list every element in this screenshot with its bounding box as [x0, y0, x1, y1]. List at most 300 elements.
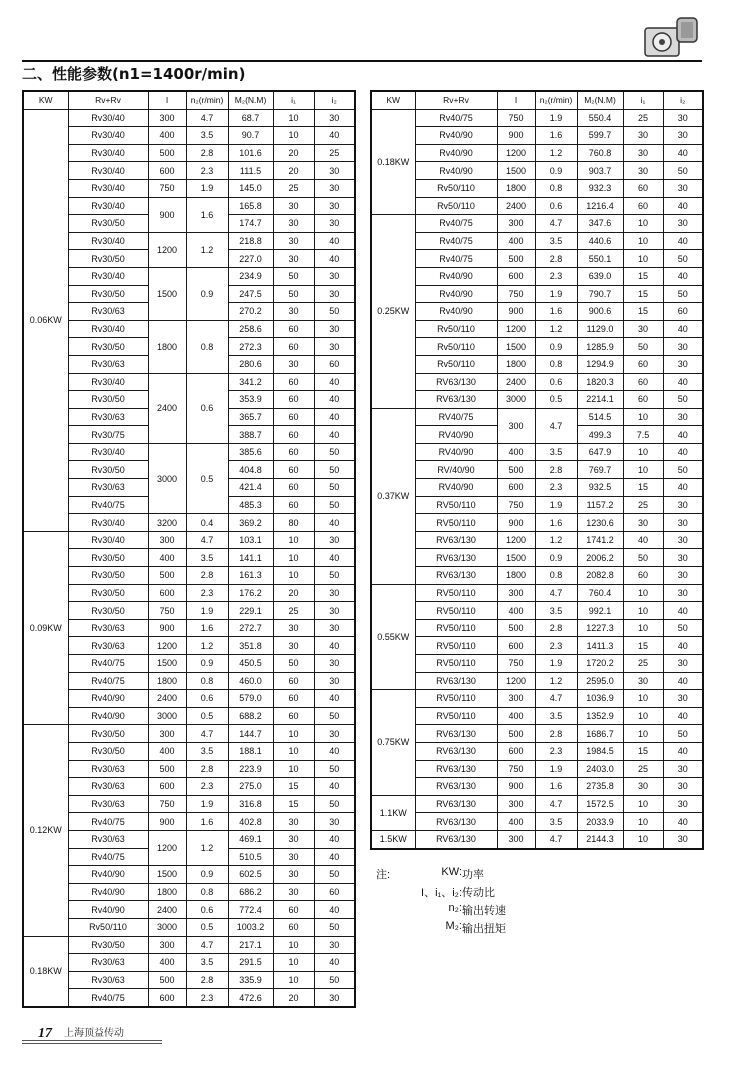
table-cell: Rv30/40	[68, 127, 148, 145]
table-cell: 30	[273, 637, 314, 655]
table-cell: 1741.2	[577, 531, 623, 549]
table-cell: 600	[148, 989, 186, 1007]
table-cell: 60	[273, 338, 314, 356]
table-cell: 30	[663, 760, 703, 778]
table-cell: Rv40/90	[68, 866, 148, 884]
table-cell: RV50/110	[415, 619, 497, 637]
table-cell: 2.8	[535, 619, 577, 637]
table-cell: 15	[623, 742, 663, 760]
table-cell: 50	[663, 162, 703, 180]
table-row	[23, 672, 355, 690]
table-header-row	[23, 91, 355, 109]
table-cell: Rv50/110	[415, 179, 497, 197]
table-row	[371, 549, 703, 567]
table-cell: 1200	[148, 232, 186, 267]
table-cell: 500	[148, 760, 186, 778]
table-cell: 599.7	[577, 127, 623, 145]
table-cell: 20	[273, 989, 314, 1007]
table-cell: 30	[663, 567, 703, 585]
table-cell: 60	[623, 179, 663, 197]
table-cell: Rv40/90	[415, 144, 497, 162]
table-cell: 2595.0	[577, 672, 623, 690]
table-cell: Rv30/50	[68, 584, 148, 602]
table-row	[371, 531, 703, 549]
table-cell: 1129.0	[577, 320, 623, 338]
table-cell: 1216.4	[577, 197, 623, 215]
table-cell: 30	[273, 197, 314, 215]
column-header: KW	[371, 91, 415, 109]
table-cell: 1.2	[535, 672, 577, 690]
heading-rule	[22, 60, 702, 62]
table-cell: 15	[273, 795, 314, 813]
table-row	[23, 918, 355, 936]
table-cell: 50	[314, 567, 355, 585]
table-cell: Rv30/40	[68, 514, 148, 532]
table-cell: 300	[497, 408, 535, 443]
table-cell: 40	[663, 144, 703, 162]
table-cell: 4.7	[186, 725, 228, 743]
table-row	[23, 320, 355, 338]
table-cell: 10	[623, 232, 663, 250]
table-cell: Rv30/40	[68, 232, 148, 250]
table-cell: 402.8	[228, 813, 273, 831]
column-header: I	[497, 91, 535, 109]
table-cell: 2033.9	[577, 813, 623, 831]
table-cell: Rv30/40	[68, 144, 148, 162]
table-cell: 40	[314, 830, 355, 848]
table-cell: Rv40/90	[68, 883, 148, 901]
table-cell: 50	[314, 971, 355, 989]
table-cell: RV63/130	[415, 795, 497, 813]
table-cell: 40	[623, 531, 663, 549]
table-cell: RV63/130	[415, 391, 497, 409]
table-row	[23, 707, 355, 725]
table-cell: 790.7	[577, 285, 623, 303]
table-cell: 10	[623, 602, 663, 620]
table-cell: 472.6	[228, 989, 273, 1007]
table-cell: 20	[273, 584, 314, 602]
column-header: KW	[23, 91, 68, 109]
table-cell: 20	[273, 144, 314, 162]
column-header: n₂(r/min)	[535, 91, 577, 109]
table-cell: 1984.5	[577, 742, 623, 760]
table-cell: Rv30/63	[68, 408, 148, 426]
table-row	[23, 813, 355, 831]
table-cell: 1800	[497, 179, 535, 197]
table-cell: Rv30/40	[68, 109, 148, 127]
table-cell: 30	[314, 338, 355, 356]
table-cell: 4.7	[535, 408, 577, 443]
table-cell: 40	[663, 373, 703, 391]
table-cell: 600	[148, 584, 186, 602]
table-cell: Rv40/75	[415, 232, 497, 250]
table-cell: 15	[623, 267, 663, 285]
table-cell: 2006.2	[577, 549, 623, 567]
table-cell: 600	[497, 479, 535, 497]
table-cell: 25	[623, 655, 663, 673]
table-cell: RV50/110	[415, 496, 497, 514]
table-cell: 2400	[497, 197, 535, 215]
table-row	[371, 584, 703, 602]
table-cell: 40	[314, 127, 355, 145]
table-cell: 900	[148, 197, 186, 232]
table-row	[23, 531, 355, 549]
table-cell: 1572.5	[577, 795, 623, 813]
table-row	[23, 971, 355, 989]
table-row	[371, 760, 703, 778]
table-cell: 900.6	[577, 303, 623, 321]
kw-cell: 1.1KW	[371, 795, 415, 830]
table-cell: 40	[314, 373, 355, 391]
table-cell: RV63/130	[415, 778, 497, 796]
table-cell: 1.9	[186, 795, 228, 813]
table-cell: 229.1	[228, 602, 273, 620]
footer-rule	[22, 1043, 162, 1044]
table-cell: 2.3	[186, 584, 228, 602]
table-cell: 3.5	[186, 742, 228, 760]
table-cell: 300	[497, 215, 535, 233]
table-cell: Rv40/75	[68, 496, 148, 514]
table-cell: 2403.0	[577, 760, 623, 778]
table-row	[371, 778, 703, 796]
note-symbol: M₂:	[445, 920, 462, 932]
table-cell: 1294.9	[577, 355, 623, 373]
table-cell: 2.8	[535, 725, 577, 743]
table-row	[371, 496, 703, 514]
table-row	[371, 619, 703, 637]
table-row	[371, 373, 703, 391]
table-cell: 2.8	[186, 144, 228, 162]
table-cell: 25	[273, 179, 314, 197]
table-cell: RV63/130	[415, 813, 497, 831]
table-cell: 275.0	[228, 778, 273, 796]
table-cell: 750	[497, 760, 535, 778]
table-cell: 0.9	[186, 655, 228, 673]
table-cell: RV40/90	[415, 426, 497, 444]
table-cell: 400	[497, 813, 535, 831]
table-row	[23, 619, 355, 637]
table-row	[371, 197, 703, 215]
table-cell: 60	[663, 303, 703, 321]
table-cell: 40	[663, 267, 703, 285]
table-cell: 25	[314, 144, 355, 162]
kw-cell: 1.5KW	[371, 830, 415, 848]
table-cell: 30	[273, 883, 314, 901]
table-cell: 579.0	[228, 690, 273, 708]
table-cell: 30	[314, 531, 355, 549]
table-row	[371, 320, 703, 338]
table-row	[371, 479, 703, 497]
table-cell: 40	[314, 426, 355, 444]
table-cell: Rv30/50	[68, 725, 148, 743]
table-cell: 103.1	[228, 531, 273, 549]
table-cell: 1157.2	[577, 496, 623, 514]
table-cell: 4.7	[186, 531, 228, 549]
table-cell: 40	[314, 549, 355, 567]
table-cell: 900	[148, 619, 186, 637]
table-cell: 688.2	[228, 707, 273, 725]
table-cell: 1352.9	[577, 707, 623, 725]
table-cell: 2400	[497, 373, 535, 391]
kw-cell: 0.09KW	[23, 531, 68, 725]
table-cell: 60	[273, 707, 314, 725]
table-cell: 600	[148, 162, 186, 180]
table-cell: 60	[273, 391, 314, 409]
table-cell: Rv40/75	[415, 215, 497, 233]
column-header: Rv+Rv	[415, 91, 497, 109]
table-cell: 40	[663, 320, 703, 338]
table-cell: 2.3	[186, 778, 228, 796]
note-symbol: I、i₁、i₂:	[421, 887, 462, 899]
table-row	[23, 443, 355, 461]
table-cell: 50	[314, 760, 355, 778]
table-cell: 234.9	[228, 267, 273, 285]
kw-cell: 0.75KW	[371, 690, 415, 796]
table-cell: 25	[273, 602, 314, 620]
table-cell: 3000	[148, 918, 186, 936]
table-cell: Rv40/90	[68, 901, 148, 919]
table-cell: 3000	[148, 707, 186, 725]
table-cell: 3200	[148, 514, 186, 532]
table-cell: 40	[314, 250, 355, 268]
table-row	[23, 655, 355, 673]
page-number: 17	[38, 1026, 52, 1041]
table-cell: 369.2	[228, 514, 273, 532]
table-cell: 3.5	[535, 602, 577, 620]
notes-label: 注:	[376, 869, 391, 881]
table-cell: 1.6	[535, 303, 577, 321]
table-cell: RV50/110	[415, 514, 497, 532]
kw-cell: 0.06KW	[23, 109, 68, 531]
table-row	[371, 250, 703, 268]
table-cell: 900	[497, 127, 535, 145]
table-cell: 10	[273, 127, 314, 145]
table-cell: 1200	[497, 144, 535, 162]
table-row	[23, 795, 355, 813]
table-cell: 1500	[148, 655, 186, 673]
table-row	[23, 127, 355, 145]
table-cell: 4.7	[535, 690, 577, 708]
table-cell: 30	[314, 109, 355, 127]
table-cell: 280.6	[228, 355, 273, 373]
table-cell: 30	[273, 215, 314, 233]
table-cell: 0.5	[186, 918, 228, 936]
table-row	[371, 830, 703, 848]
table-cell: 60	[273, 373, 314, 391]
table-cell: 400	[148, 127, 186, 145]
table-cell: 10	[623, 215, 663, 233]
table-cell: 600	[497, 637, 535, 655]
table-cell: 40	[663, 479, 703, 497]
table-cell: 60	[273, 690, 314, 708]
table-cell: RV40/90	[415, 479, 497, 497]
table-cell: 1.6	[186, 619, 228, 637]
table-cell: 50	[663, 619, 703, 637]
table-cell: 450.5	[228, 655, 273, 673]
table-row	[23, 232, 355, 250]
table-cell: 1.9	[535, 496, 577, 514]
table-cell: 686.2	[228, 883, 273, 901]
table-row	[371, 285, 703, 303]
table-cell: 3.5	[535, 813, 577, 831]
table-cell: 0.8	[535, 179, 577, 197]
table-cell: 30	[314, 936, 355, 954]
table-row	[23, 989, 355, 1007]
table-cell: 365.7	[228, 408, 273, 426]
table-row	[371, 338, 703, 356]
table-cell: Rv30/50	[68, 742, 148, 760]
table-cell: 3.5	[186, 549, 228, 567]
table-cell: Rv40/90	[68, 707, 148, 725]
table-cell: Rv30/50	[68, 285, 148, 303]
table-cell: 1.9	[186, 179, 228, 197]
table-cell: 2.3	[535, 637, 577, 655]
footer-rule	[22, 1040, 162, 1041]
table-cell: Rv40/75	[415, 250, 497, 268]
table-cell: 40	[663, 672, 703, 690]
table-cell: RV50/110	[415, 637, 497, 655]
table-cell: Rv50/110	[68, 918, 148, 936]
table-row	[23, 144, 355, 162]
table-cell: 272.3	[228, 338, 273, 356]
table-row	[23, 778, 355, 796]
table-cell: 50	[314, 461, 355, 479]
table-cell: 0.8	[186, 883, 228, 901]
table-cell: 25	[623, 496, 663, 514]
table-cell: 30	[314, 602, 355, 620]
column-header: Rv+Rv	[68, 91, 148, 109]
table-row	[23, 954, 355, 972]
table-cell: 750	[148, 795, 186, 813]
table-cell: 10	[273, 760, 314, 778]
table-cell: 50	[663, 285, 703, 303]
table-cell: Rv30/63	[68, 971, 148, 989]
table-cell: 40	[314, 848, 355, 866]
table-cell: RV63/130	[415, 567, 497, 585]
table-cell: 600	[497, 267, 535, 285]
table-cell: 15	[623, 637, 663, 655]
table-row	[371, 232, 703, 250]
table-cell: Rv40/75	[68, 655, 148, 673]
table-cell: 30	[663, 778, 703, 796]
table-cell: Rv40/90	[68, 690, 148, 708]
table-cell: Rv30/40	[68, 320, 148, 338]
column-header: i₂	[663, 91, 703, 109]
table-cell: 300	[497, 690, 535, 708]
table-cell: RV63/130	[415, 760, 497, 778]
table-cell: 20	[273, 162, 314, 180]
table-cell: RV63/130	[415, 672, 497, 690]
table-cell: 10	[623, 725, 663, 743]
table-cell: 0.5	[186, 707, 228, 725]
table-cell: 1500	[148, 866, 186, 884]
table-cell: Rv30/40	[68, 162, 148, 180]
table-cell: 10	[623, 619, 663, 637]
table-row	[371, 655, 703, 673]
table-cell: 30	[314, 989, 355, 1007]
table-cell: 1.9	[535, 760, 577, 778]
table-cell: 15	[623, 285, 663, 303]
table-cell: RV40/75	[415, 408, 497, 426]
table-cell: 421.4	[228, 479, 273, 497]
table-cell: 223.9	[228, 760, 273, 778]
table-cell: 30	[663, 338, 703, 356]
table-cell: 404.8	[228, 461, 273, 479]
table-cell: 10	[273, 549, 314, 567]
table-cell: 247.5	[228, 285, 273, 303]
table-cell: 600	[148, 778, 186, 796]
table-cell: 2.8	[535, 461, 577, 479]
table-cell: 1.9	[535, 285, 577, 303]
table-cell: 30	[314, 215, 355, 233]
table-cell: 341.2	[228, 373, 273, 391]
table-cell: 353.9	[228, 391, 273, 409]
table-row	[371, 215, 703, 233]
table-cell: 80	[273, 514, 314, 532]
table-cell: 550.1	[577, 250, 623, 268]
table-cell: 60	[273, 672, 314, 690]
table-cell: RV63/130	[415, 531, 497, 549]
table-cell: 0.9	[535, 549, 577, 567]
table-row	[23, 197, 355, 215]
table-cell: 300	[148, 725, 186, 743]
table-cell: Rv40/75	[415, 109, 497, 127]
table-row	[23, 179, 355, 197]
table-cell: 50	[273, 655, 314, 673]
table-cell: 50	[623, 338, 663, 356]
table-cell: 30	[273, 355, 314, 373]
table-cell: 0.8	[186, 320, 228, 373]
table-cell: 30	[273, 830, 314, 848]
table-cell: 30	[663, 690, 703, 708]
table-cell: 316.8	[228, 795, 273, 813]
table-cell: 30	[314, 285, 355, 303]
table-row	[23, 760, 355, 778]
table-cell: 4.7	[535, 584, 577, 602]
table-row	[23, 267, 355, 285]
table-cell: 10	[273, 971, 314, 989]
table-cell: 7.5	[623, 426, 663, 444]
table-cell: 3.5	[186, 954, 228, 972]
table-row	[23, 602, 355, 620]
table-cell: 10	[623, 584, 663, 602]
kw-cell: 0.18KW	[371, 109, 415, 215]
table-cell: 2735.8	[577, 778, 623, 796]
note-text: 输出扭矩	[462, 923, 506, 935]
table-cell: 2.8	[535, 250, 577, 268]
table-row	[23, 901, 355, 919]
table-cell: 111.5	[228, 162, 273, 180]
table-cell: 750	[497, 285, 535, 303]
column-header: M₂(N.M)	[577, 91, 623, 109]
table-cell: 2.3	[186, 989, 228, 1007]
table-cell: 217.1	[228, 936, 273, 954]
table-cell: 10	[273, 742, 314, 760]
table-row	[371, 144, 703, 162]
table-cell: 10	[623, 813, 663, 831]
table-cell: 300	[148, 109, 186, 127]
table-cell: 50	[273, 267, 314, 285]
table-cell: RV50/110	[415, 707, 497, 725]
table-cell: RV50/110	[415, 602, 497, 620]
column-header: i₁	[273, 91, 314, 109]
table-row	[23, 637, 355, 655]
performance-table-right	[370, 90, 704, 850]
table-cell: Rv30/50	[68, 338, 148, 356]
table-cell: 485.3	[228, 496, 273, 514]
table-cell: 30	[663, 179, 703, 197]
table-cell: 1820.3	[577, 373, 623, 391]
